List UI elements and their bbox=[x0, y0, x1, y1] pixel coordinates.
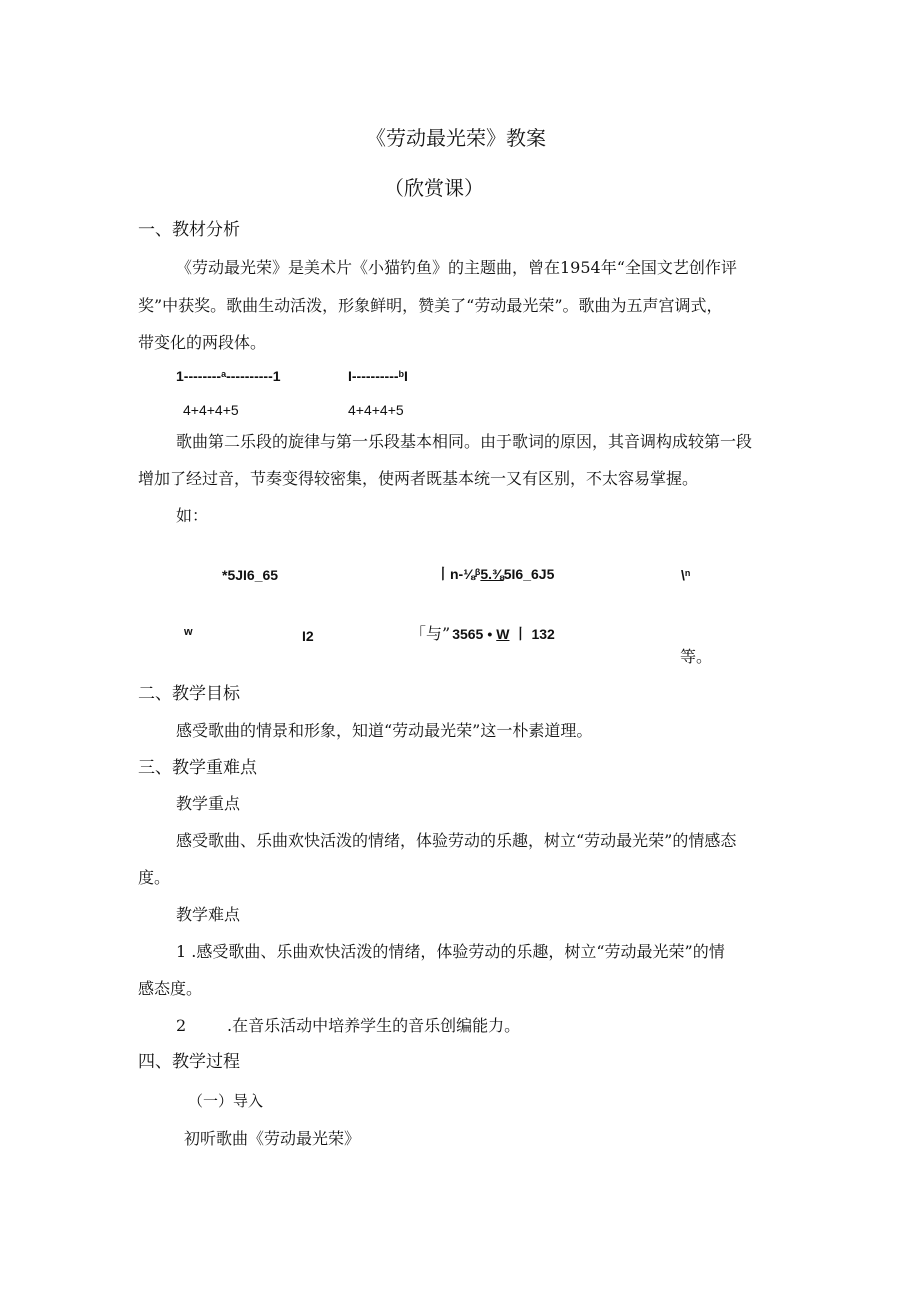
paragraph-line: 歌曲第二乐段的旋律与第一乐段基本相同。由于歌词的原因，其音调构成较第一段 bbox=[176, 432, 753, 451]
notation-fragment: W bbox=[496, 626, 510, 642]
barline: 丨 bbox=[513, 626, 528, 642]
notation-fragment: n-⅛ bbox=[450, 566, 475, 582]
section-heading-materials: 一、教材分析 bbox=[138, 220, 240, 240]
paragraph-line: 初听歌曲《劳动最光荣》 bbox=[184, 1129, 361, 1148]
document-subtitle: （欣赏课） bbox=[384, 176, 484, 200]
notation-fragment: n bbox=[684, 568, 691, 578]
paragraph-line: 度。 bbox=[138, 868, 171, 887]
paragraph-line: 感受歌曲的情景和形象，知道“劳动最光荣”这一朴素道理。 bbox=[176, 721, 593, 740]
document-title: 《劳动最光荣》教案 bbox=[366, 126, 546, 150]
notation-fragment: 5.⅜ bbox=[480, 566, 504, 582]
barline: 丨 bbox=[436, 566, 450, 582]
notation-fragment: *5JI6_65 bbox=[222, 567, 279, 583]
section-heading-process: 四、教学过程 bbox=[138, 1052, 240, 1072]
structure-label-a: a bbox=[221, 369, 227, 379]
notation-end bbox=[681, 565, 690, 585]
paragraph-line: 《劳动最光荣》是美术片《小猫钓鱼》的主题曲，曾在1954年“全国文艺创作评 bbox=[176, 258, 737, 277]
paragraph-line: 感受歌曲、乐曲欢快活泼的情绪，体验劳动的乐趣，树立“劳动最光荣”的情感态 bbox=[176, 831, 737, 850]
structure-label-b: b bbox=[398, 369, 405, 379]
example-intro: 如： bbox=[176, 506, 209, 525]
etc-text: 等。 bbox=[680, 647, 713, 666]
paragraph-line: 奖”中获奖。歌曲生动活泼，形象鲜明，赞美了“劳动最光荣”。歌曲为五声宫调式， bbox=[138, 296, 723, 315]
notation-line-2-fragment bbox=[436, 564, 554, 584]
subheading-key-points: 教学重点 bbox=[176, 794, 241, 813]
bar-count-b: 4+4+4+5 bbox=[348, 402, 404, 418]
notation-fragment: w bbox=[184, 626, 193, 638]
section-heading-goals: 二、教学目标 bbox=[138, 684, 240, 704]
paragraph-line: 增加了经过音，节奏变得较密集，使两者既基本统一又有区别，不太容易掌握。 bbox=[138, 469, 699, 488]
notation-fragment: \ bbox=[681, 567, 685, 583]
structure-symbol: 1 bbox=[272, 368, 281, 384]
form-structure-a bbox=[176, 366, 281, 386]
notation-dot: • bbox=[487, 626, 493, 642]
section-heading-focus: 三、教学重难点 bbox=[138, 758, 257, 778]
structure-symbol: I bbox=[348, 368, 352, 384]
structure-dashes: -------- bbox=[183, 368, 222, 384]
subheading-difficulties: 教学难点 bbox=[176, 905, 241, 924]
paragraph-line: 感态度。 bbox=[138, 979, 203, 998]
paragraph-line: 带变化的两段体。 bbox=[138, 333, 267, 352]
structure-symbol: 1 bbox=[176, 368, 184, 384]
list-item: .在音乐活动中培养学生的音乐创编能力。 bbox=[227, 1016, 521, 1035]
notation-fragment: 3565 bbox=[452, 626, 484, 642]
structure-dashes: ---------- bbox=[351, 368, 399, 384]
notation-fragment: I2 bbox=[302, 628, 314, 644]
structure-dashes: ---------- bbox=[226, 368, 273, 384]
subheading-intro: （一）导入 bbox=[188, 1092, 264, 1110]
list-item: 1 .感受歌曲、乐曲欢快活泼的情绪，体验劳动的乐趣，树立“劳动最光荣”的情 bbox=[176, 942, 725, 961]
list-item-number: 2 bbox=[176, 1016, 187, 1035]
bar-count-a: 4+4+4+5 bbox=[183, 402, 239, 418]
structure-symbol: I bbox=[404, 368, 408, 384]
notation-fragment: β bbox=[474, 567, 481, 577]
notation-fragment: 5I6_6J5 bbox=[503, 566, 555, 582]
notation-fragment: 「与” bbox=[410, 624, 451, 643]
notation-line-2 bbox=[410, 624, 555, 644]
notation-fragment: 132 bbox=[531, 626, 555, 642]
form-structure-b bbox=[348, 366, 408, 386]
